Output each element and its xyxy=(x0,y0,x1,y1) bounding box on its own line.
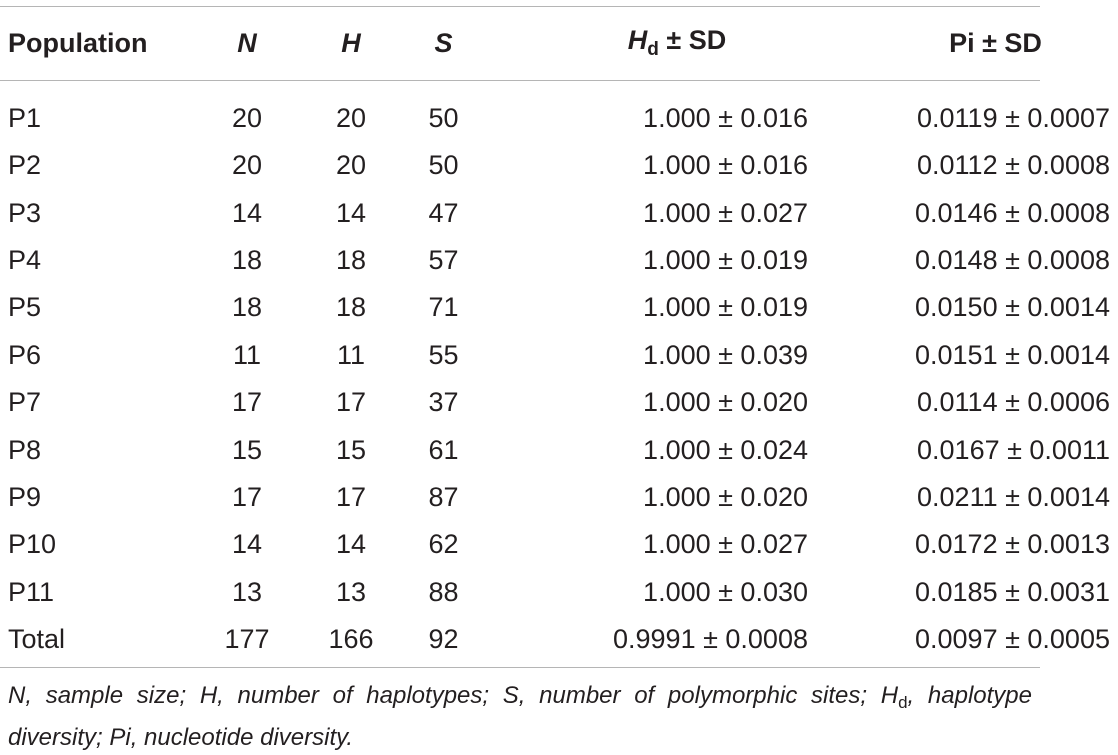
cell-h: 166 xyxy=(328,624,374,655)
cell-population: Total xyxy=(8,624,66,655)
header-pi: Pi ± SD xyxy=(949,27,1042,58)
cell-h: 14 xyxy=(335,529,367,560)
cell-population: P2 xyxy=(8,150,42,181)
header-hd-sub: d xyxy=(647,39,659,60)
table-header-row xyxy=(0,0,1118,80)
cell-population: P5 xyxy=(8,292,42,323)
table-footnote xyxy=(8,678,1032,755)
table-row xyxy=(0,80,1118,142)
cell-population: P3 xyxy=(8,197,42,228)
cell-h: 15 xyxy=(335,434,367,465)
cell-population: P6 xyxy=(8,339,42,370)
cell-n: 13 xyxy=(231,576,263,607)
cell-h: 20 xyxy=(335,102,367,133)
cell-s: 92 xyxy=(428,624,459,655)
table-row xyxy=(0,616,1118,663)
cell-n: 20 xyxy=(231,102,263,133)
cell-s: 47 xyxy=(428,197,459,228)
table-bottom-rule xyxy=(0,667,1040,668)
cell-population: P11 xyxy=(8,576,55,607)
cell-hd: 1.000 ± 0.027 xyxy=(643,529,808,560)
cell-hd: 1.000 ± 0.019 xyxy=(643,244,808,275)
cell-s: 88 xyxy=(428,576,459,607)
cell-pi: 0.0146 ± 0.0008 xyxy=(915,197,1110,228)
cell-population: P4 xyxy=(8,244,42,275)
table-body xyxy=(0,80,1118,663)
cell-h: 20 xyxy=(335,150,367,181)
table-row xyxy=(0,332,1118,379)
table-row xyxy=(0,474,1118,521)
cell-h: 11 xyxy=(336,339,366,370)
cell-pi: 0.0167 ± 0.0011 xyxy=(917,434,1110,465)
cell-hd: 1.000 ± 0.020 xyxy=(643,387,808,418)
cell-population: P10 xyxy=(8,529,57,560)
cell-pi: 0.0151 ± 0.0014 xyxy=(915,339,1110,370)
cell-pi: 0.0148 ± 0.0008 xyxy=(915,244,1110,275)
footnote-part1: N, sample size; H, number of haplotypes; S, number of polymorphic sites; H xyxy=(8,682,899,709)
cell-n: 20 xyxy=(231,150,263,181)
cell-population: P8 xyxy=(8,434,42,465)
cell-s: 71 xyxy=(428,292,459,323)
cell-n: 17 xyxy=(231,481,263,512)
cell-hd: 1.000 ± 0.039 xyxy=(643,339,808,370)
cell-hd: 0.9991 ± 0.0008 xyxy=(613,624,808,655)
cell-pi: 0.0211 ± 0.0014 xyxy=(917,481,1110,512)
cell-s: 50 xyxy=(428,102,459,133)
cell-n: 18 xyxy=(231,244,263,275)
header-population: Population xyxy=(8,27,148,58)
table-row xyxy=(0,189,1118,236)
cell-s: 50 xyxy=(428,150,459,181)
cell-population: P9 xyxy=(8,481,42,512)
cell-hd: 1.000 ± 0.016 xyxy=(643,150,808,181)
header-hd xyxy=(471,0,843,80)
cell-n: 177 xyxy=(224,624,270,655)
cell-pi: 0.0185 ± 0.0031 xyxy=(915,576,1110,607)
cell-population: P1 xyxy=(8,102,42,133)
cell-hd: 1.000 ± 0.024 xyxy=(643,434,808,465)
cell-h: 18 xyxy=(335,244,367,275)
cell-pi: 0.0172 ± 0.0013 xyxy=(915,529,1110,560)
footnote-sub: d xyxy=(898,693,908,712)
cell-h: 17 xyxy=(335,481,367,512)
cell-s: 62 xyxy=(428,529,459,560)
cell-n: 14 xyxy=(231,529,263,560)
cell-h: 13 xyxy=(335,576,367,607)
cell-hd: 1.000 ± 0.019 xyxy=(643,292,808,323)
table-row xyxy=(0,379,1118,426)
cell-h: 18 xyxy=(335,292,367,323)
cell-population: P7 xyxy=(8,387,42,418)
cell-pi: 0.0150 ± 0.0014 xyxy=(915,292,1110,323)
cell-pi: 0.0119 ± 0.0007 xyxy=(917,102,1110,133)
cell-h: 14 xyxy=(335,197,367,228)
cell-s: 57 xyxy=(428,244,459,275)
table-row xyxy=(0,569,1118,616)
table-row xyxy=(0,426,1118,473)
cell-s: 87 xyxy=(428,481,459,512)
table-row xyxy=(0,142,1118,189)
cell-n: 18 xyxy=(231,292,263,323)
cell-s: 55 xyxy=(428,339,459,370)
cell-hd: 1.000 ± 0.020 xyxy=(643,481,808,512)
header-s: S xyxy=(434,27,453,58)
table-row xyxy=(0,237,1118,284)
cell-h: 17 xyxy=(335,387,367,418)
header-h: H xyxy=(341,27,361,58)
cell-hd: 1.000 ± 0.016 xyxy=(643,102,808,133)
cell-pi: 0.0112 ± 0.0008 xyxy=(917,150,1110,181)
cell-n: 14 xyxy=(231,197,263,228)
header-hd-main: H xyxy=(627,25,648,55)
cell-n: 11 xyxy=(232,339,262,370)
table-row xyxy=(0,521,1118,568)
table-row xyxy=(0,284,1118,331)
cell-pi: 0.0114 ± 0.0006 xyxy=(917,387,1110,418)
cell-s: 61 xyxy=(428,434,459,465)
cell-hd: 1.000 ± 0.030 xyxy=(643,576,808,607)
cell-hd: 1.000 ± 0.027 xyxy=(643,197,808,228)
cell-pi: 0.0097 ± 0.0005 xyxy=(915,624,1110,655)
footnote-part2: , haplotype diversity; Pi, nucleotide diversity. xyxy=(8,682,1033,751)
header-hd-suffix: ± SD xyxy=(658,25,727,55)
cell-n: 15 xyxy=(231,434,263,465)
cell-s: 37 xyxy=(428,387,459,418)
header-n: N xyxy=(237,27,257,58)
cell-n: 17 xyxy=(231,387,263,418)
